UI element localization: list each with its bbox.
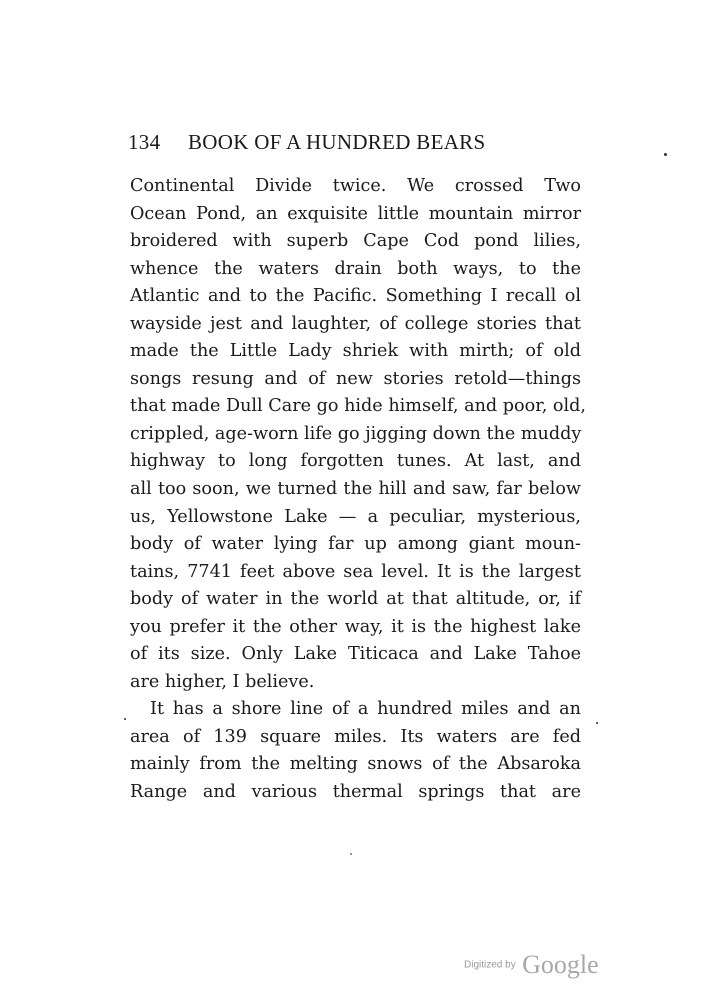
- paragraph-end-line: are higher, I believe.: [130, 671, 315, 692]
- text-line: Range and various thermal springs that are: [130, 782, 581, 803]
- scan-speck: [596, 722, 598, 724]
- text-line: crippled, age-worn life go jigging down the muddy: [130, 423, 582, 444]
- text-line: Continental Divide twice. We crossed Two: [130, 176, 581, 196]
- text-line: body of water in the world at that altitude, or, if: [130, 589, 581, 610]
- watermark-prefix: Digitized by: [464, 959, 516, 971]
- text-line: whence the waters drain both ways, to the: [130, 258, 581, 279]
- text-line: highway to long forgotten tunes. At last, and: [130, 451, 581, 472]
- digitized-by-watermark: [464, 950, 599, 980]
- text-line: broidered with superb Cape Cod pond lilies,: [130, 231, 581, 252]
- text-line: wayside jest and laughter, of college stories that: [130, 313, 581, 334]
- text-line: of its size. Only Lake Titicaca and Lake Tahoe: [130, 644, 581, 665]
- text-line: all too soon, we turned the hill and saw, far below: [130, 479, 581, 500]
- text-line: you prefer it the other way, it is the highest lake: [130, 616, 581, 637]
- scan-speck: [124, 718, 126, 720]
- text-line: tains, 7741 feet above sea level. It is the largest: [130, 561, 581, 582]
- text-line: Atlantic and to the Pacific. Something I recall ol: [130, 286, 581, 307]
- page-number: 134: [128, 130, 161, 154]
- text-line: body of water lying far up among giant moun-: [130, 534, 581, 555]
- text-line: area of 139 square miles. Its waters are fed: [130, 726, 581, 747]
- paragraph-start-line: It has a shore line of a hundred miles and an: [150, 699, 581, 720]
- text-line: us, Yellowstone Lake — a peculiar, mysterious,: [130, 506, 581, 527]
- body-text: [130, 173, 586, 807]
- text-line: that made Dull Care go hide himself, and poor, old,: [130, 396, 586, 417]
- scan-speck: [664, 153, 667, 156]
- running-head: [128, 130, 578, 155]
- text-line: mainly from the melting snows of the Absaroka: [130, 754, 581, 775]
- google-logo: Google: [522, 950, 599, 979]
- text-line: made the Little Lady shriek with mirth; of old: [130, 341, 581, 362]
- scan-speck: [350, 853, 352, 855]
- text-line: songs resung and of new stories retold—things: [130, 368, 581, 389]
- book-title: BOOK OF A HUNDRED BEARS: [188, 130, 486, 154]
- text-line: Ocean Pond, an exquisite little mountain mirror: [130, 203, 581, 224]
